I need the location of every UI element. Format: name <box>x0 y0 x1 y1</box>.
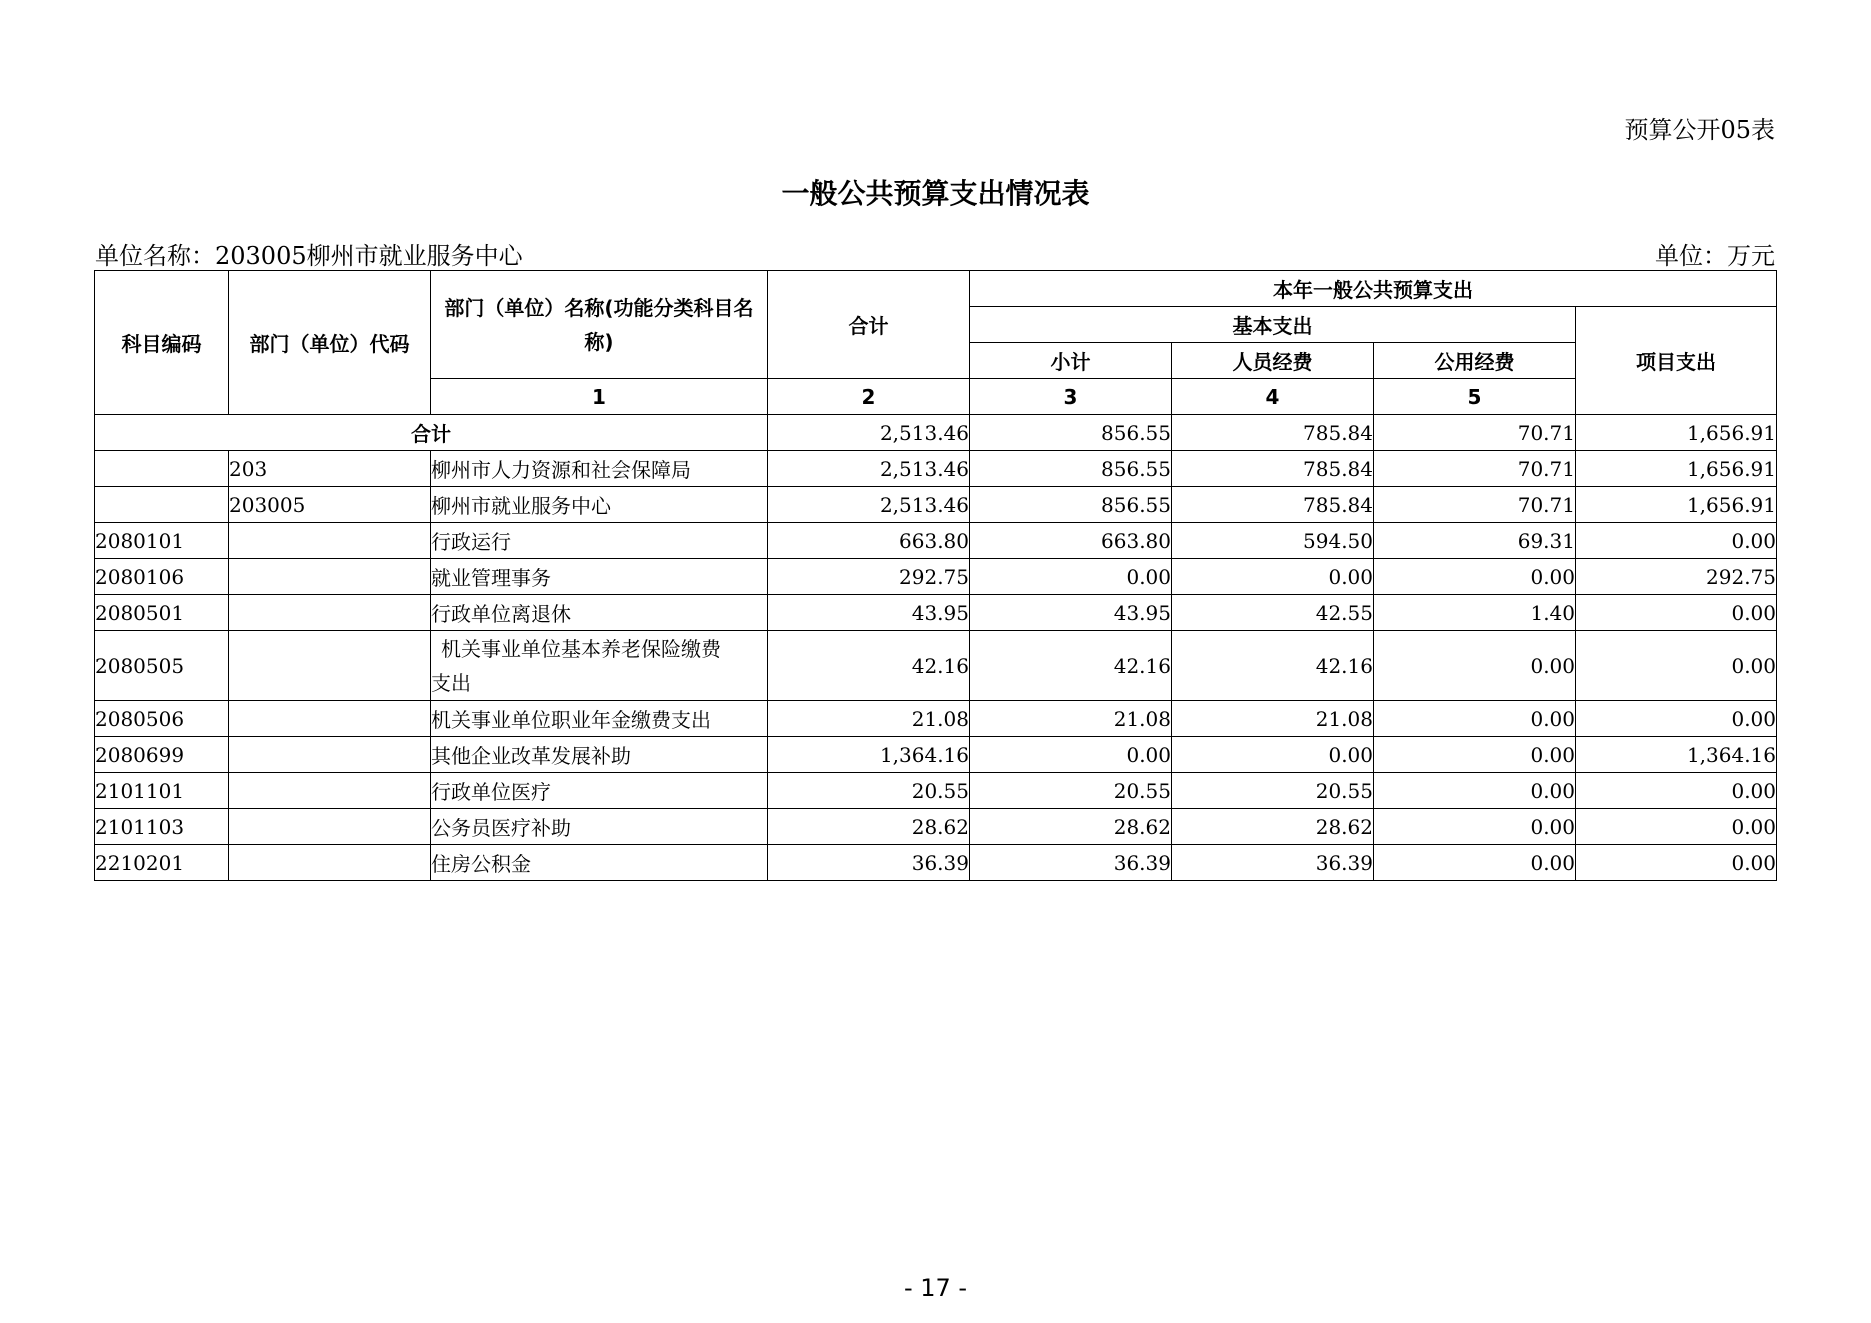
item-name: 行政单位医疗 <box>431 773 768 809</box>
subject-code: 2080506 <box>95 701 229 737</box>
cell-value: 0.00 <box>970 559 1172 595</box>
dept-code <box>229 809 431 845</box>
cell-value: 70.71 <box>1374 487 1576 523</box>
cell-value: 0.00 <box>1576 631 1777 701</box>
dept-code: 203 <box>229 451 431 487</box>
currency-unit: 单位：万元 <box>1655 242 1775 270</box>
total-row <box>95 415 1777 451</box>
header-dept-code: 部门（单位）代码 <box>229 271 431 415</box>
cell-value: 292.75 <box>1576 559 1777 595</box>
cell-value: 0.00 <box>1576 773 1777 809</box>
header-current-year: 本年一般公共预算支出 <box>970 271 1777 307</box>
cell-value: 42.16 <box>1172 631 1374 701</box>
cell-value: 0.00 <box>1374 737 1576 773</box>
dept-code <box>229 701 431 737</box>
cell-value: 1,364.16 <box>1576 737 1777 773</box>
table-row <box>95 523 1777 559</box>
cell-value: 20.55 <box>768 773 970 809</box>
cell-value: 1,364.16 <box>768 737 970 773</box>
cell-value: 2,513.46 <box>768 451 970 487</box>
item-name: 机关事业单位职业年金缴费支出 <box>431 701 768 737</box>
header-subtotal: 小计 <box>970 343 1172 379</box>
dept-code <box>229 523 431 559</box>
subject-code: 2101101 <box>95 773 229 809</box>
total-value: 1,656.91 <box>1576 415 1777 451</box>
table-row <box>95 559 1777 595</box>
total-value: 785.84 <box>1172 415 1374 451</box>
cell-value: 0.00 <box>1172 737 1374 773</box>
cell-value: 0.00 <box>1374 773 1576 809</box>
cell-value: 0.00 <box>1576 809 1777 845</box>
dept-code: 203005 <box>229 487 431 523</box>
subject-code: 2080101 <box>95 523 229 559</box>
total-value: 70.71 <box>1374 415 1576 451</box>
table-row <box>95 451 1777 487</box>
cell-value: 0.00 <box>970 737 1172 773</box>
table-row <box>95 631 1777 701</box>
page-number: - 17 - <box>903 1274 968 1302</box>
item-name: 行政单位离退休 <box>431 595 768 631</box>
cell-value: 856.55 <box>970 451 1172 487</box>
cell-value: 42.55 <box>1172 595 1374 631</box>
subject-code: 2101103 <box>95 809 229 845</box>
cell-value: 28.62 <box>1172 809 1374 845</box>
table-row <box>95 845 1777 881</box>
subject-code: 2080699 <box>95 737 229 773</box>
cell-value: 663.80 <box>970 523 1172 559</box>
unit-name: 单位名称：203005柳州市就业服务中心 <box>95 242 523 270</box>
col-number: 3 <box>970 379 1172 415</box>
cell-value: 1.40 <box>1374 595 1576 631</box>
item-name: 行政运行 <box>431 523 768 559</box>
cell-value: 2,513.46 <box>768 487 970 523</box>
cell-value: 21.08 <box>1172 701 1374 737</box>
cell-value: 42.16 <box>768 631 970 701</box>
cell-value: 21.08 <box>768 701 970 737</box>
cell-value: 0.00 <box>1374 631 1576 701</box>
cell-value: 43.95 <box>970 595 1172 631</box>
cell-value: 21.08 <box>970 701 1172 737</box>
col-number: 1 <box>431 379 768 415</box>
cell-value: 0.00 <box>1576 701 1777 737</box>
cell-value: 856.55 <box>970 487 1172 523</box>
cell-value: 36.39 <box>768 845 970 881</box>
dept-code <box>229 773 431 809</box>
cell-value: 28.62 <box>970 809 1172 845</box>
cell-value: 785.84 <box>1172 451 1374 487</box>
cell-value: 663.80 <box>768 523 970 559</box>
header-public-use: 公用经费 <box>1374 343 1576 379</box>
cell-value: 36.39 <box>970 845 1172 881</box>
cell-value: 20.55 <box>970 773 1172 809</box>
cell-value: 0.00 <box>1374 701 1576 737</box>
dept-code <box>229 845 431 881</box>
table-row <box>95 595 1777 631</box>
total-value: 2,513.46 <box>768 415 970 451</box>
subject-code <box>95 487 229 523</box>
table-row <box>95 809 1777 845</box>
cell-value: 0.00 <box>1374 559 1576 595</box>
cell-value: 292.75 <box>768 559 970 595</box>
item-name: 住房公积金 <box>431 845 768 881</box>
dept-code <box>229 595 431 631</box>
dept-code <box>229 631 431 701</box>
item-name: 其他企业改革发展补助 <box>431 737 768 773</box>
cell-value: 594.50 <box>1172 523 1374 559</box>
table-row <box>95 701 1777 737</box>
cell-value: 1,656.91 <box>1576 451 1777 487</box>
subject-code: 2080501 <box>95 595 229 631</box>
subject-code: 2080106 <box>95 559 229 595</box>
item-name <box>431 631 768 701</box>
dept-code <box>229 559 431 595</box>
item-name-line-2: 支出 <box>431 670 471 695</box>
header-personnel: 人员经费 <box>1172 343 1374 379</box>
subject-code: 2080505 <box>95 631 229 701</box>
total-label: 合计 <box>95 415 768 451</box>
col-number: 4 <box>1172 379 1374 415</box>
cell-value: 1,656.91 <box>1576 487 1777 523</box>
cell-value: 0.00 <box>1172 559 1374 595</box>
header-project: 项目支出 <box>1576 307 1777 415</box>
cell-value: 0.00 <box>1374 845 1576 881</box>
item-name: 公务员医疗补助 <box>431 809 768 845</box>
cell-value: 28.62 <box>768 809 970 845</box>
dept-code <box>229 737 431 773</box>
header-basic: 基本支出 <box>970 307 1576 343</box>
budget-table <box>94 270 1777 881</box>
table-row <box>95 737 1777 773</box>
table-row <box>95 487 1777 523</box>
cell-value: 20.55 <box>1172 773 1374 809</box>
cell-value: 70.71 <box>1374 451 1576 487</box>
header-dept-name: 部门（单位）名称(功能分类科目名称) <box>431 271 768 379</box>
col-number: 5 <box>1374 379 1576 415</box>
item-name-line-1: 机关事业单位基本养老保险缴费 <box>441 636 721 661</box>
header-total: 合计 <box>768 271 970 379</box>
cell-value: 36.39 <box>1172 845 1374 881</box>
item-name: 柳州市人力资源和社会保障局 <box>431 451 768 487</box>
subject-code <box>95 451 229 487</box>
cell-value: 69.31 <box>1374 523 1576 559</box>
cell-value: 42.16 <box>970 631 1172 701</box>
item-name: 柳州市就业服务中心 <box>431 487 768 523</box>
total-value: 856.55 <box>970 415 1172 451</box>
cell-value: 0.00 <box>1576 845 1777 881</box>
cell-value: 0.00 <box>1374 809 1576 845</box>
form-code: 预算公开05表 <box>1624 116 1775 144</box>
cell-value: 43.95 <box>768 595 970 631</box>
header-row-1 <box>95 271 1777 307</box>
page-title: 一般公共预算支出情况表 <box>781 177 1090 210</box>
cell-value: 0.00 <box>1576 523 1777 559</box>
cell-value: 0.00 <box>1576 595 1777 631</box>
col-number: 2 <box>768 379 970 415</box>
header-subject-code: 科目编码 <box>95 271 229 415</box>
cell-value: 785.84 <box>1172 487 1374 523</box>
table-row <box>95 773 1777 809</box>
item-name: 就业管理事务 <box>431 559 768 595</box>
subject-code: 2210201 <box>95 845 229 881</box>
